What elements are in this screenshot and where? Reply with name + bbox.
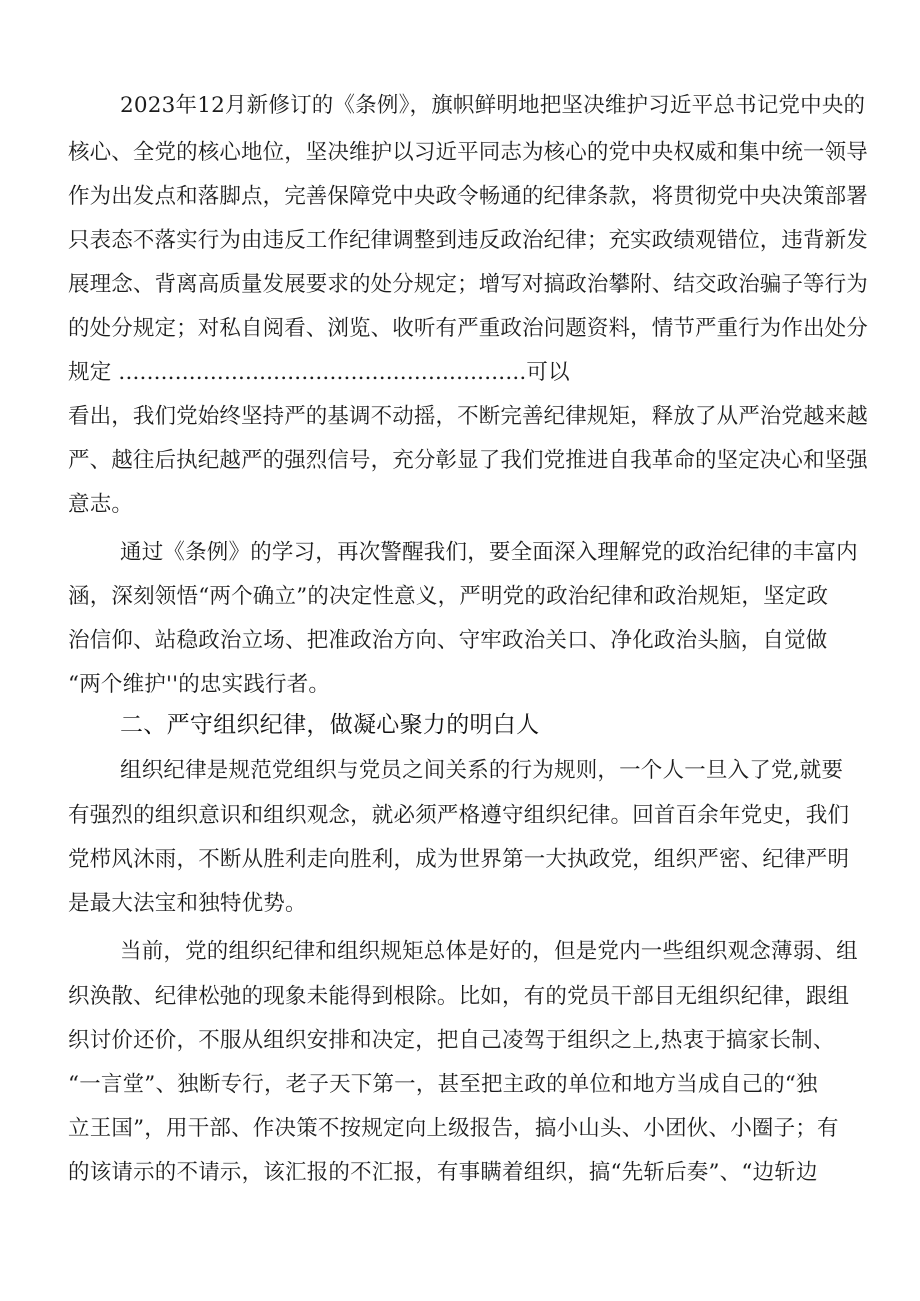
paragraph-line: 展理念、背离高质量发展要求的处分规定；增写对搞政治攀附、结交政治骗子等行为: [68, 272, 868, 297]
paragraph-line: 立王国”，用干部、作决策不按规定向上级报告，搞小山头、小团伙、小圈子；有: [68, 1116, 839, 1141]
paragraph-line: 2023年12月新修订的《条例》，旗帜鲜明地把坚决维护习近平总书记党中央的: [120, 93, 866, 118]
paragraph-line: “两个维护''的忠实践行者。: [68, 672, 331, 697]
paragraph-line: 织涣散、纪律松弛的现象未能得到根除。比如，有的党员干部目无组织纪律，跟组: [68, 984, 850, 1009]
paragraph-line: 织讨价还价，不服从组织安排和决定，把自己凌驾于组织之上,热衷于搞家长制、: [68, 1028, 835, 1053]
paragraph-line: 治信仰、站稳政治立场、把准政治方向、守牢政治关口、净化政治头脑，自觉做: [68, 628, 828, 653]
paragraph-line: 党栉风沐雨，不断从胜利走向胜利，成为世界第一大执政党，组织严密、纪律严明: [68, 847, 850, 872]
paragraph-line: 通过《条例》的学习，再次警醒我们，要全面深入理解党的政治纪律的丰富内: [120, 540, 858, 565]
paragraph-line: 是最大法宝和独特优势。: [68, 891, 307, 916]
paragraph-line: 看出，我们党始终坚持严的基调不动摇，不断完善纪律规矩，释放了从严治党越来越: [68, 404, 868, 429]
section-heading: 二、严守组织纪律，做凝心聚力的明白人: [120, 712, 540, 738]
paragraph-line: 严、越往后执纪越严的强烈信号，充分彰显了我们党推进自我革命的坚定决心和坚强: [68, 448, 868, 473]
paragraph-line: 只表态不落实行为由违反工作纪律调整到违反政治纪律；充实政绩观错位，违背新发: [68, 228, 868, 253]
paragraph-line: 作为出发点和落脚点，完善保障党中央政令畅通的纪律条款，将贯彻党中央决策部署: [68, 184, 868, 209]
paragraph-line: 意志。: [68, 492, 134, 517]
paragraph-line: 核心、全党的核心地位，坚决维护以习近平同志为核心的党中央权威和集中统一领导: [68, 140, 868, 165]
paragraph-line: 的该请示的不请示，该汇报的不汇报，有事瞒着组织，搞“先斩后奏”、“边斩边: [68, 1160, 818, 1185]
paragraph-line: 组织纪律是规范党组织与党员之间关系的行为规则，一个人一旦入了党,就要: [120, 758, 844, 783]
paragraph-line: 规定 ..........................................................可以: [68, 360, 570, 385]
paragraph-line: 当前，党的组织纪律和组织规矩总体是好的，但是党内一些组织观念薄弱、组: [120, 939, 858, 964]
paragraph-line: 涵，深刻领悟“两个确立”的决定性意义，严明党的政治纪律和政治规矩，坚定政: [68, 584, 829, 609]
paragraph-line: 的处分规定；对私自阅看、浏览、收听有严重政治问题资料，情节严重行为作出处分: [68, 316, 868, 341]
paragraph-line: “一言堂”、独断专行，老子天下第一，甚至把主政的单位和地方当成自己的“独: [68, 1072, 818, 1097]
paragraph-line: 有强烈的组织意识和组织观念，就必须严格遵守组织纪律。回首百余年党史，我们: [68, 803, 850, 828]
